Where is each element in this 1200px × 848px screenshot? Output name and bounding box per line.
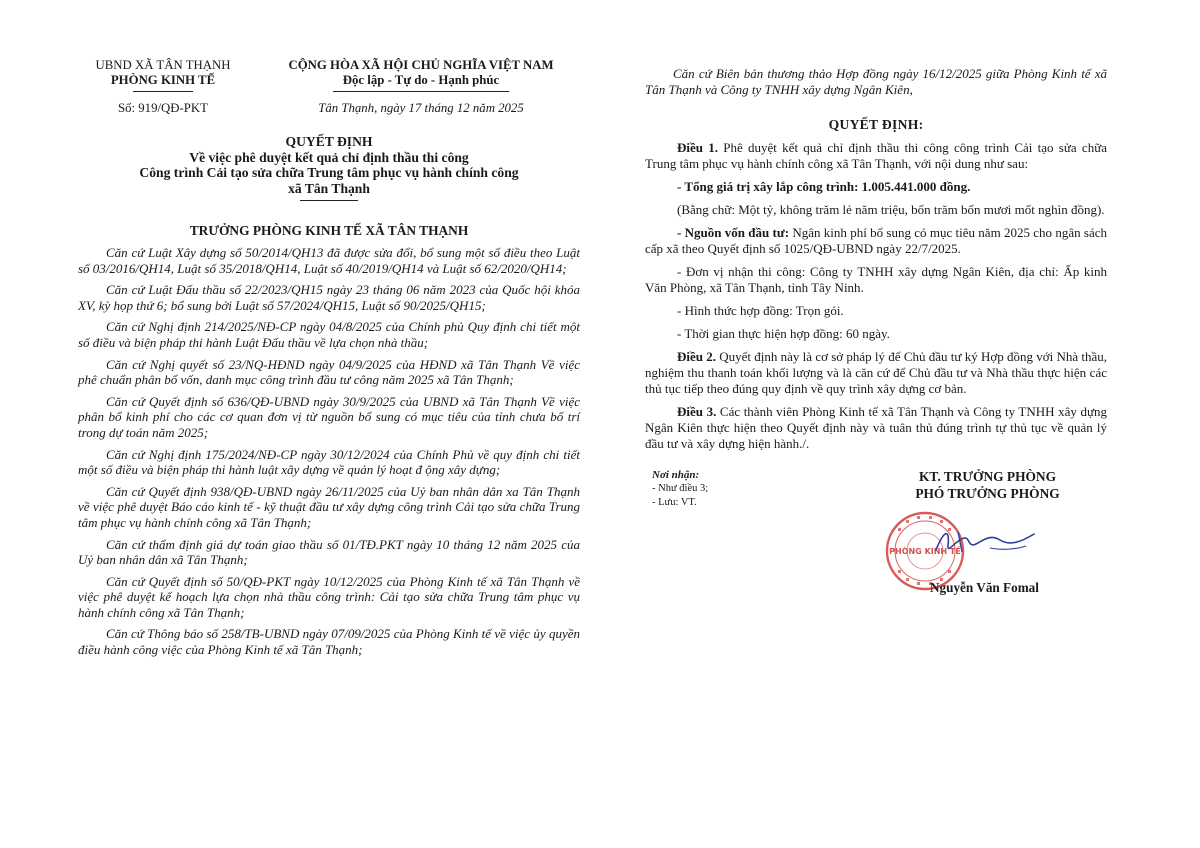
value-in-words: (Bằng chữ: Một tỷ, không trăm lẻ năm triệu, bốn trăm bốn mươi mốt nghìn đồng). [677,202,1105,218]
place-date: Tân Thạnh, ngày 17 tháng 12 năm 2025 [318,101,524,115]
svg-text:PHÒNG KINH TẾ: PHÒNG KINH TẾ [889,547,961,557]
title-line2: Về việc phê duyệt kết quả chỉ định thầu thi công [189,149,469,165]
article-3-label: Điều 3. [677,404,717,420]
recipient-item: - Lưu: VT. [652,497,697,509]
basis-item: Căn cứ thẩm định giá dự toán giao thầu số 01/TĐ.PKT ngày 10 tháng 12 năm 2025 của Uỷ ban nhân dân xã Tân Thạnh; [78,536,580,568]
article-1 [645,140,1107,172]
total-value: - Tổng giá trị xây lắp công trình: 1.005.441.000 đồng. [677,179,971,195]
right-page [645,0,1107,628]
basis-item: Căn cứ Luật Đấu thầu số 22/2023/QH15 ngày 23 tháng 06 năm 2023 của Quốc hội khóa XV, kỳ họp thứ 6; bổ sung bởi Luật số 57/2024/QH15, Luật số 90/2025/QH15; [78,282,580,313]
legal-bases [78,245,580,658]
article-2 [645,349,1107,397]
agency-line1: UBND XÃ TÂN THẠNH [95,58,231,72]
national-header [248,58,580,116]
contractor: - Đơn vị nhận thi công: Công ty TNHH xây dựng Ngân Kiên, địa chỉ: Ấp kinh Văn Phòng, xã Tân Thạnh, tỉnh Tây Ninh. [645,264,1107,296]
handwritten-signature-icon [930,520,1040,560]
basis-item: Căn cứ Quyết định 938/QĐ-UBND ngày 26/11/2025 của Uỷ ban nhân dân xa Tân Thạnh về việc phê duyệt Báo cáo kinh tế - kỹ thuật đầu tư xây dựng công trình Cải tạo sửa chữa Trung tâm phục vụ hành chính công xã Tân Thạnh; [78,483,580,530]
basis-item: Căn cứ Nghị quyết số 23/NQ-HĐND ngày 04/9/2025 của HĐND xã Tân Thạnh Về việc phê chuẩn phân bổ vốn, danh mục công trình đầu tư công năm 2025 xã Tân Thạnh; [78,356,580,388]
agency-divider [133,91,193,92]
funding-source [645,225,1107,257]
signer-name: Nguyễn Văn Fomal [930,580,1039,596]
basis-item: Căn cứ Nghị định 175/2024/NĐ-CP ngày 30/12/2024 của Chính Phủ về quy định chi tiết một số điều và biện pháp thi hành luật xây dựng về quản lý hoạt đ ộng xây dựng; [78,446,580,478]
signature-area [645,468,1107,628]
recipients-heading: Nơi nhận: [652,469,700,482]
document-title [78,134,580,201]
article-1-label: Điều 1. [677,140,719,156]
article-3-text: Các thành viên Phòng Kinh tế xã Tân Thạnh và Công ty TNHH xây dựng Ngân Kiên thực hiện theo Quyết định này và tuân thủ đúng trình tự thủ tục về quản lý đầu tư và xây dựng hiện hành./. [645,404,1107,452]
title-line4: xã Tân Thạnh [288,180,370,196]
contract-duration: - Thời gian thực hiện hợp đồng: 60 ngày. [677,326,890,342]
signer-title-line2: PHÓ TRƯỞNG PHÒNG [915,486,1060,502]
article-2-text: Quyết định này là cơ sở pháp lý để Chủ đầu tư ký Hợp đồng với Nhà thầu, nghiệm thu thanh toán khối lượng và là căn cứ để Chủ đầu tư và Nhà thầu thực hiện các thủ tục tiếp theo đúng quy định về quy trình xây dựng cơ bản. [645,349,1108,397]
agency-line2: PHÒNG KINH TẾ [110,73,216,87]
authority-heading: TRƯỞNG PHÒNG KINH TẾ XÃ TÂN THẠNH [189,223,469,238]
funding-label: - Nguồn vốn đầu tư: [677,225,790,241]
basis-item-last: Căn cứ Biên bản thương thảo Hợp đồng ngày 16/12/2025 giữa Phòng Kinh tế xã Tân Thạnh và Công ty TNHH xây dựng Ngân Kiên, [645,66,1107,97]
contract-form: - Hình thức hợp đồng: Trọn gói. [677,303,844,319]
decision-heading: QUYẾT ĐỊNH: [828,117,924,133]
issuing-agency [78,58,248,116]
document-header [78,58,580,116]
basis-item: Căn cứ Nghị định 214/2025/NĐ-CP ngày 04/8/2025 của Chính phủ Quy định chi tiết một số điều và biện pháp thi hành Luật Đấu thầu về lựa chọn nhà thầu; [78,319,580,350]
basis-item: Căn cứ Quyết định số 636/QĐ-UBND ngày 30/9/2025 của UBND xã Tân Thạnh Về việc phân bổ kinh phí cho các cơ quan đơn vị từ nguồn bổ sung có mục tiêu của tỉnh chưa bố trí trong dự toán năm 2025; [78,393,580,440]
basis-item: Căn cứ Quyết định số 50/QĐ-PKT ngày 10/12/2025 của Phòng Kinh tế xã Tân Thạnh về việc phê duyệt kế hoạch lựa chọn nhà thầu công trình: Cải tạo sửa chữa Trung tâm phục vụ hành chính công xã Tân Thạnh; [78,573,580,620]
article-1-text: Phê duyệt kết quả chỉ định thầu thi công công trình Cải tạo sửa chữa Trung tâm phục vụ hành chính công xã Tân Thạnh, với nội dung như sau: [645,140,1108,172]
recipients [652,468,708,510]
signer-title [895,468,1080,502]
basis-item: Căn cứ Thông báo số 258/TB-UBND ngày 07/09/2025 của Phòng Kinh tế về việc ủy quyền điều hành công việc của Phòng Kinh tế xã Tân Thạnh; [78,626,580,658]
basis-item: Căn cứ Luật Xây dựng số 50/2014/QH13 đã được sửa đổi, bổ sung một số điều theo Luật số 03/2016/QH14, Luật số 35/2018/QH14, Luật số 40/2019/QH14 và Luật số 62/2020/QH14; [78,245,580,276]
signer-title-line1: KT. TRƯỞNG PHÒNG [918,469,1056,485]
document-number: Số: 919/QĐ-PKT [118,101,208,115]
title-line1: QUYẾT ĐỊNH [285,134,373,149]
funding-text: Ngân kinh phí bổ sung có mục tiêu năm 2025 cho ngân sách cấp xã theo Quyết định số 1025/QĐ-UBND ngày 22/7/2025. [645,225,1108,257]
title-line3: Công trình Cải tạo sửa chữa Trung tâm phục vụ hành chính công [139,165,519,180]
left-page [78,0,580,658]
recipient-item: - Như điều 3; [652,483,709,495]
article-2-label: Điều 2. [677,349,717,365]
title-divider [300,200,358,201]
article-3 [645,404,1107,452]
national-motto: Độc lập - Tự do - Hạnh phúc [342,73,500,87]
motto-divider [333,91,509,92]
nation-name: CỘNG HÒA XÃ HỘI CHỦ NGHĨA VIỆT NAM [288,58,554,72]
